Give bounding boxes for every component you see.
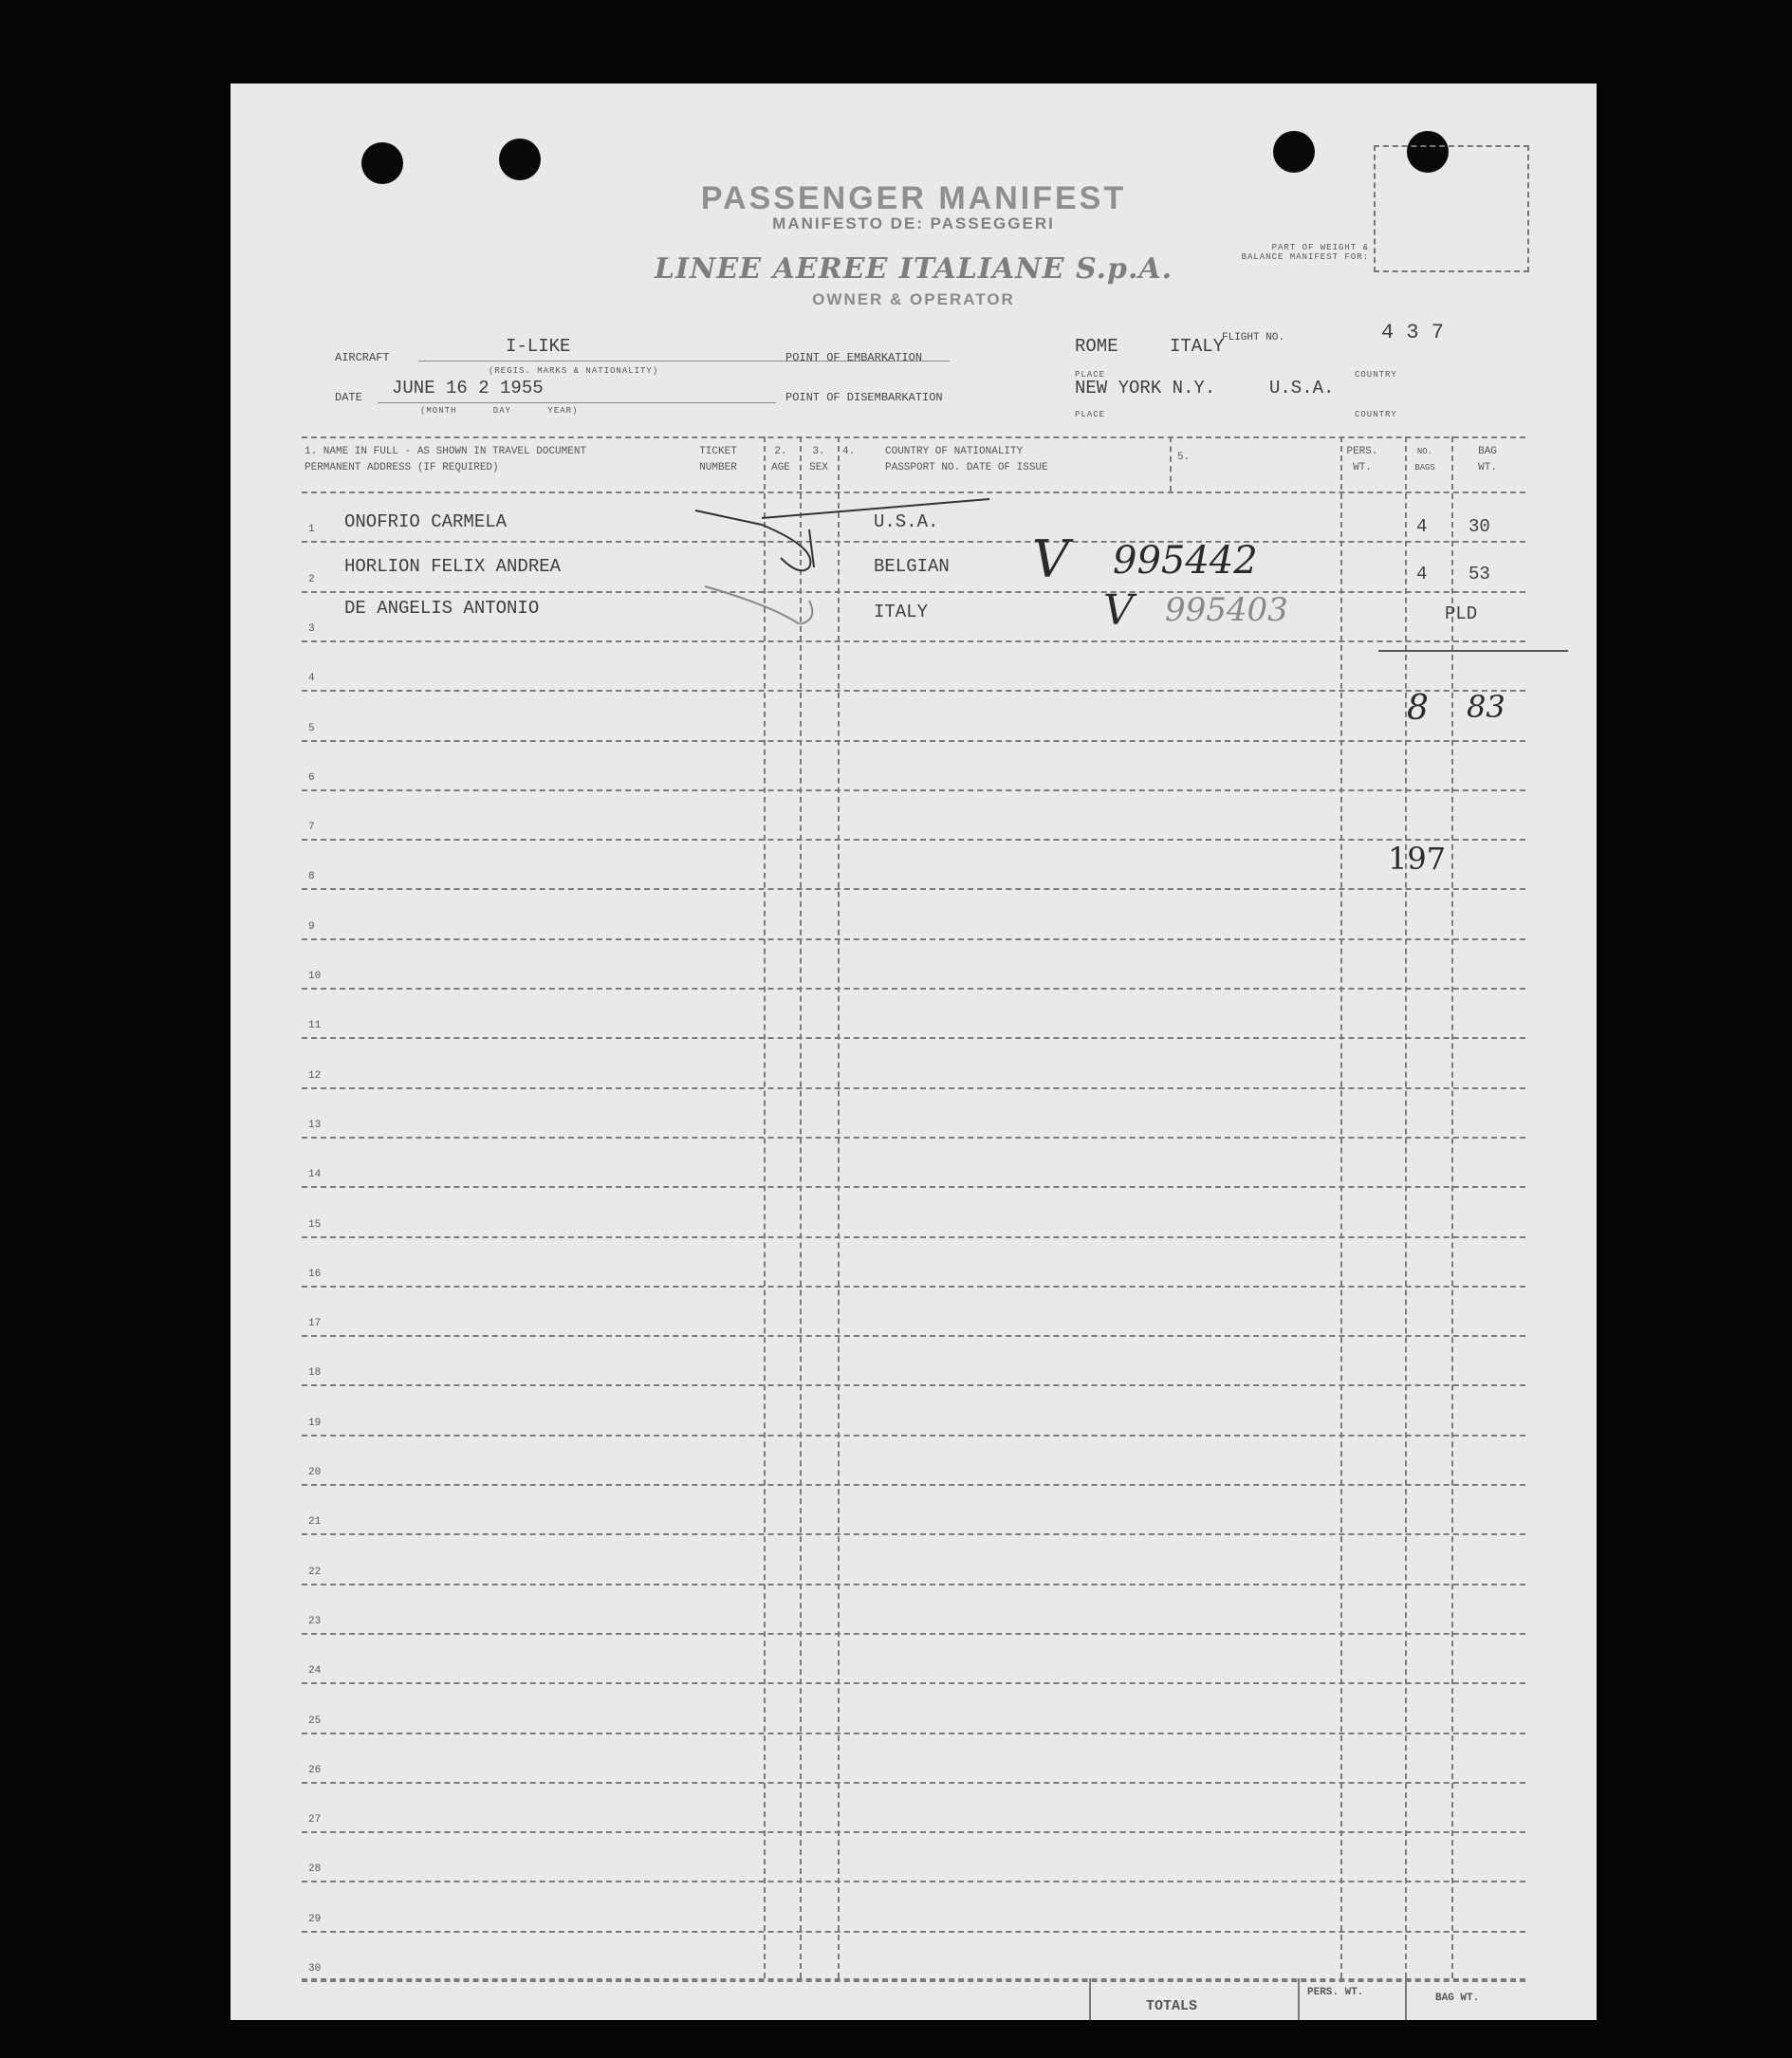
- col-4-number: 4.: [842, 446, 856, 457]
- manifest-subtitle: MANIFESTO DE: PASSEGGERI: [772, 214, 1055, 232]
- punch-hole: [1273, 131, 1315, 173]
- passport-number: 995442: [1113, 539, 1258, 583]
- row-line: [302, 1782, 1525, 1784]
- passenger-nationality: BELGIAN: [874, 556, 950, 577]
- passenger-bags: 4: [1416, 564, 1428, 584]
- row-number: 24: [308, 1665, 322, 1678]
- row-number: 26: [308, 1764, 322, 1776]
- row-number: 25: [308, 1715, 322, 1727]
- date-label: DATE: [335, 391, 362, 404]
- row-line: [302, 1286, 1525, 1288]
- row-number: 8: [308, 871, 315, 883]
- passenger-bag-wt: PLD: [1445, 603, 1478, 624]
- total-weight: 197: [1388, 841, 1447, 877]
- passenger-bags: 4: [1416, 516, 1428, 537]
- row-line: [302, 1584, 1525, 1585]
- aircraft-sub: (REGIS. MARKS & NATIONALITY): [489, 366, 659, 376]
- row-number: 6: [308, 771, 315, 784]
- checkmark: V: [1103, 586, 1134, 635]
- disembarkation-place: NEW YORK N.Y.: [1075, 378, 1216, 399]
- row-line: [302, 690, 1525, 692]
- embarkation-label: POINT OF EMBARKATION: [785, 351, 923, 364]
- weight-note: PART OF WEIGHT & BALANCE MANIFEST FOR:: [1241, 243, 1369, 262]
- country-label: COUNTRY: [1355, 370, 1397, 380]
- flight-no-label: FLIGHT NO.: [1222, 332, 1285, 343]
- row-number: 21: [308, 1516, 322, 1529]
- passenger-nationality: U.S.A.: [874, 511, 939, 532]
- passenger-name: DE ANGELIS ANTONIO: [344, 598, 540, 619]
- country-label-2: COUNTRY: [1355, 410, 1397, 419]
- row-line: [302, 1037, 1525, 1039]
- subtotal-bag-wt: 83: [1467, 689, 1506, 725]
- stamp-box: [1374, 145, 1529, 272]
- totals-pers-wt: PERS. WT.: [1307, 1987, 1364, 1998]
- row-line: [302, 1435, 1525, 1437]
- col-pers-wt-header: PERS. WT.: [1346, 446, 1378, 473]
- row-line: [302, 1533, 1525, 1535]
- row-line: [302, 1087, 1525, 1089]
- row-number: 19: [308, 1417, 322, 1429]
- row-number: 15: [308, 1218, 322, 1231]
- manifest-sheet: [231, 83, 1597, 2020]
- row-line: [302, 1236, 1525, 1238]
- row-line: [302, 988, 1525, 990]
- row-number: 13: [308, 1119, 322, 1131]
- row-number: 22: [308, 1566, 322, 1578]
- row-number: 28: [308, 1863, 322, 1876]
- row-number: 27: [308, 1814, 322, 1826]
- col-bag-wt-header: BAG WT.: [1478, 446, 1497, 473]
- passenger-name: HORLION FELIX ANDREA: [344, 556, 562, 577]
- row-line: [302, 640, 1525, 642]
- totals-bag-wt: BAG WT.: [1435, 1993, 1480, 2004]
- row-number: 29: [308, 1913, 322, 1925]
- passport-number: 995403: [1165, 591, 1288, 629]
- row-line: [302, 789, 1525, 791]
- col-age-header: 2. AGE: [771, 446, 790, 473]
- row-line: [302, 938, 1525, 940]
- aircraft-value: I-LIKE: [506, 336, 571, 357]
- row-line: [302, 1682, 1525, 1684]
- row-line: [302, 1733, 1525, 1734]
- manifest-title: PASSENGER MANIFEST: [700, 180, 1127, 216]
- date-value: JUNE 16 2 1955: [392, 378, 544, 399]
- row-number: 2: [308, 573, 315, 585]
- row-line: [302, 740, 1525, 742]
- col-nationality-header: COUNTRY OF NATIONALITY PASSPORT NO. DATE OF ISSUE: [885, 446, 1048, 473]
- passenger-name: ONOFRIO CARMELA: [344, 511, 508, 532]
- row-line: [302, 1980, 1525, 1982]
- punch-hole: [499, 139, 541, 180]
- row-number: 17: [308, 1318, 322, 1330]
- date-sub: (MONTH DAY YEAR): [420, 406, 579, 416]
- row-line: [302, 888, 1525, 890]
- row-number: 4: [308, 673, 315, 685]
- embarkation-place: ROME: [1075, 336, 1118, 357]
- embarkation-country: ITALY: [1170, 336, 1225, 357]
- col-name-header: 1. NAME IN FULL - AS SHOWN IN TRAVEL DOCUMENT PERMANENT ADDRESS (IF REQUIRED): [305, 446, 587, 473]
- aircraft-label: AIRCRAFT: [335, 351, 390, 364]
- owner-operator-label: OWNER & OPERATOR: [812, 290, 1015, 308]
- row-line: [302, 1186, 1525, 1188]
- row-number: 9: [308, 920, 315, 933]
- row-line: [302, 1633, 1525, 1635]
- place-label-2: PLACE: [1075, 410, 1106, 419]
- disembarkation-label: POINT OF DISEMBARKATION: [785, 391, 943, 404]
- col-ticket-header: TICKET NUMBER: [699, 446, 737, 473]
- row-number: 1: [308, 524, 315, 536]
- subtotal-bags: 8: [1407, 689, 1429, 728]
- passenger-bag-wt: 53: [1469, 564, 1490, 584]
- row-number: 7: [308, 822, 315, 834]
- row-line: [302, 1137, 1525, 1139]
- col-bags-header: NO. BAGS: [1414, 447, 1435, 473]
- row-number: 11: [308, 1020, 322, 1032]
- row-line: [302, 839, 1525, 841]
- row-line: [302, 1335, 1525, 1337]
- place-label: PLACE: [1075, 370, 1106, 380]
- row-line: [302, 1384, 1525, 1386]
- flight-no: 4 3 7: [1381, 321, 1445, 344]
- row-line: [302, 1881, 1525, 1882]
- punch-hole: [361, 142, 403, 184]
- disembarkation-country: U.S.A.: [1269, 378, 1335, 399]
- col-5-header: 5.: [1177, 452, 1191, 463]
- totals-label: TOTALS: [1146, 1998, 1198, 2014]
- row-number: 20: [308, 1467, 322, 1478]
- row-line: [302, 1831, 1525, 1833]
- handwritten-strokes: [686, 491, 989, 624]
- passenger-nationality: ITALY: [874, 602, 929, 622]
- row-number: 10: [308, 971, 322, 982]
- row-line: [302, 1484, 1525, 1486]
- row-number: 16: [308, 1268, 322, 1280]
- row-number: 18: [308, 1367, 322, 1380]
- passenger-bag-wt: 30: [1469, 516, 1490, 537]
- col-sex-header: 3. SEX: [809, 446, 828, 473]
- row-number: 3: [308, 622, 315, 635]
- row-number: 14: [308, 1169, 322, 1181]
- row-number: 23: [308, 1615, 322, 1627]
- checkmark: V: [1032, 529, 1069, 589]
- row-line: [302, 1931, 1525, 1933]
- row-number: 5: [308, 722, 315, 734]
- row-number: 30: [308, 1963, 322, 1975]
- airline-name: LINEE AEREE ITALIANE S.p.A.: [654, 252, 1173, 286]
- row-number: 12: [308, 1069, 322, 1082]
